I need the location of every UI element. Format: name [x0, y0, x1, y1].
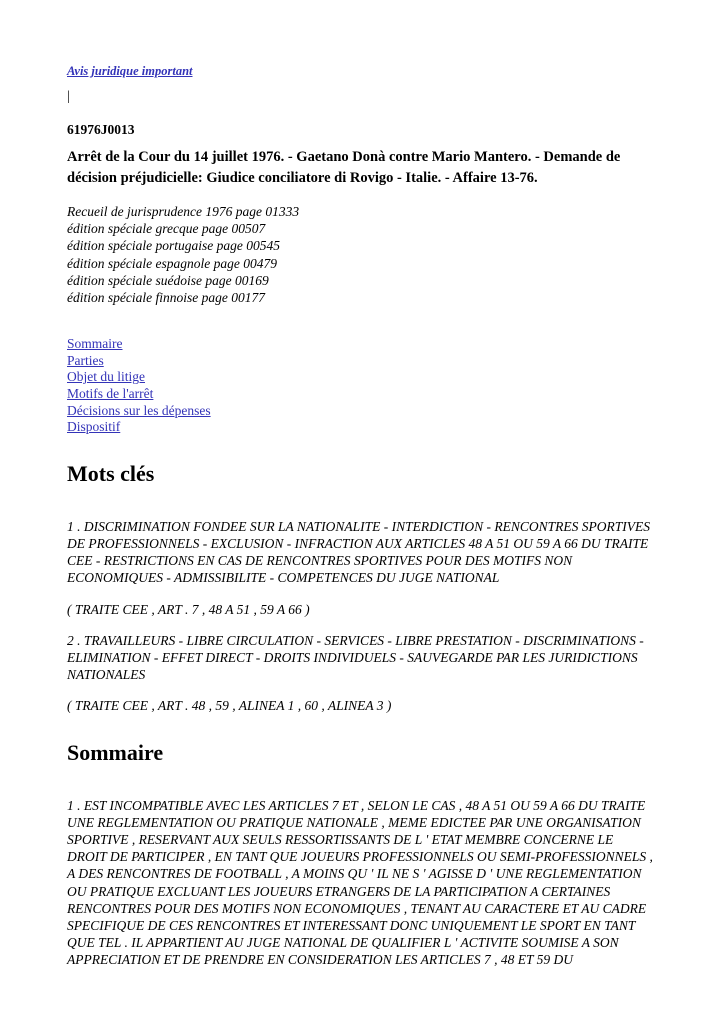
- report-line: édition spéciale grecque page 00507: [67, 221, 266, 237]
- keywords-treaty-ref-2: ( TRAITE CEE , ART . 48 , 59 , ALINEA 1 , 60 , ALINEA 3 ): [67, 698, 392, 714]
- keywords-treaty-ref-1: ( TRAITE CEE , ART . 7 , 48 A 51 , 59 A 66 ): [67, 601, 310, 617]
- celex-number: 61976J0013: [67, 122, 135, 137]
- separator-bar: |: [67, 89, 70, 104]
- report-line: édition spéciale portugaise page 00545: [67, 238, 280, 254]
- keywords-paragraph-1: 1 . DISCRIMINATION FONDEE SUR LA NATIONALITE - INTERDICTION - RENCONTRES SPORTIVES DE PROFESSIONNELS - EXCLUSION - INFRACTION AUX ARTICLES 48 A 51 OU 59 A 66 DU TRAITE CEE - RESTRICTIONS EN CAS DE RENCONTRES SPORTIVES POUR DES MOTIFS NON ECONOMIQUES - ADMISSIBILITE - COMPETENCES DU JUGE NATIONAL: [67, 518, 650, 586]
- avis-juridique-link[interactable]: Avis juridique important: [67, 64, 193, 78]
- section-heading-mots-cles: Mots clés: [67, 460, 155, 486]
- report-line: édition spéciale finnoise page 00177: [67, 290, 265, 306]
- report-line: édition spéciale espagnole page 00479: [67, 255, 277, 271]
- nav-link-sommaire[interactable]: Sommaire: [67, 336, 123, 352]
- nav-link-objet-du-litige[interactable]: Objet du litige: [67, 369, 145, 385]
- nav-link-parties[interactable]: Parties: [67, 352, 104, 368]
- report-line: Recueil de jurisprudence 1976 page 01333: [67, 204, 300, 219]
- judgment-title: Arrêt de la Cour du 14 juillet 1976. - Gaetano Donà contre Mario Mantero. - Demande de décision préjudicielle: Giudice conciliatore di Rovigo - Italie. - Affaire 13-76.: [67, 149, 621, 186]
- nav-link-decisions-sur-les-depenses[interactable]: Décisions sur les dépenses: [67, 402, 211, 418]
- summary-paragraph: 1 . EST INCOMPATIBLE AVEC LES ARTICLES 7 ET , SELON LE CAS , 48 A 51 OU 59 A 66 DU TRAITE UNE REGLEMENTATION OU PRATIQUE NATIONALE , MEME EDICTEE PAR UNE ORGANISATION SPORTIVE , RESERVANT AUX SEULS RESSORTISSANTS DE L ' ETAT MEMBRE CONCERNE LE DROIT DE PARTICIPER , EN TANT QUE JOUEURS PROFESSIONNELS OU SEMI-PROFESSIONNELS , A DES RENCONTRES DE FOOTBALL , A MOINS QU ' IL NE S ' AGISSE D ' UNE REGLEMENTATION OU PRATIQUE EXCLUANT LES JOUEURS ETRANGERS DE LA PARTICIPATION A CERTAINES RENCONTRES POUR DES MOTIFS NON ECONOMIQUES , TENANT AU CARACTERE ET AU CADRE SPECIFIQUE DE CES RENCONTRES ET INTERESSANT DONC UNIQUEMENT LE SPORT EN TANT QUE TEL . IL APPARTIENT AU JUGE NATIONAL DE QUALIFIER L ' ACTIVITE SOUMISE A SON APPRECIATION ET DE PRENDRE EN CONSIDERATION LES ARTICLES 7 , 48 ET 59 DU: [67, 797, 653, 968]
- document-nav: [67, 336, 656, 436]
- nav-link-motifs-de-l-arret[interactable]: Motifs de l'arrêt: [67, 386, 154, 401]
- keywords-paragraph-2: 2 . TRAVAILLEURS - LIBRE CIRCULATION - SERVICES - LIBRE PRESTATION - DISCRIMINATIONS - ELIMINATION - EFFET DIRECT - DROITS INDIVIDUELS - SAUVEGARDE PAR LES JURIDICTIONS NATIONALES: [67, 632, 644, 683]
- report-citations: [67, 203, 656, 306]
- nav-link-dispositif[interactable]: Dispositif: [67, 419, 121, 435]
- section-heading-sommaire: Sommaire: [67, 739, 164, 765]
- report-line: édition spéciale suédoise page 00169: [67, 272, 269, 288]
